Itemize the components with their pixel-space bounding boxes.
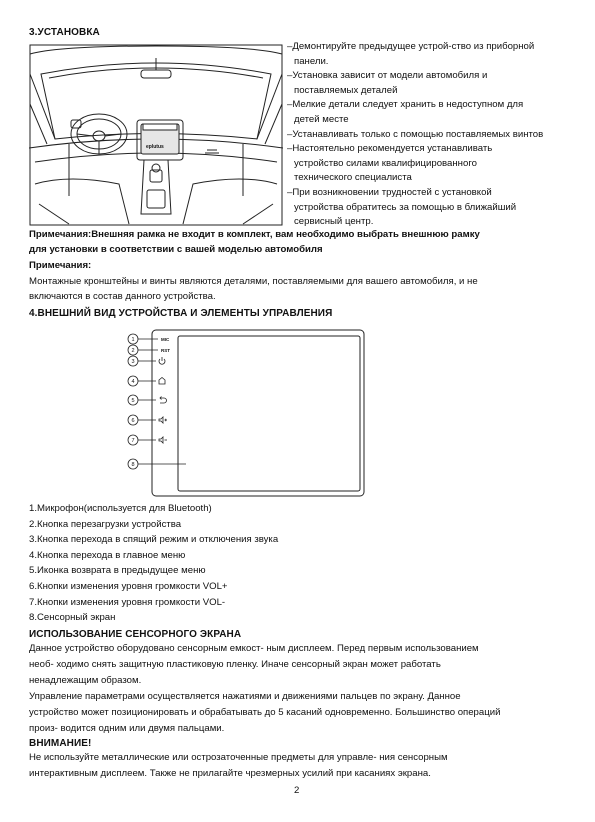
list-item: 6.Кнопки изменения уровня громкости VOL+ <box>29 580 228 592</box>
bullet-line: устройства обратитесь за помощью в ближайший <box>294 201 517 213</box>
bullet-line: –Установка зависит от модели автомобиля и <box>287 70 488 82</box>
bullet-line: панели. <box>294 55 329 67</box>
bullet-line: –При возникновении трудностей с установкой <box>287 186 492 198</box>
bullet-line: –Демонтируйте предыдущее устрой-ство из приборной <box>287 41 535 52</box>
list-item: 2.Кнопка перезагрузки устройства <box>29 518 182 530</box>
controls-list <box>29 501 278 626</box>
bullet-line: устройство силами квалифицированного <box>294 157 477 169</box>
callout-number: 5 <box>131 398 135 404</box>
touch-p2-line: произ- водится одним или двумя пальцами. <box>29 723 225 734</box>
callout-number: 1 <box>131 337 135 343</box>
bullet-line: сервисный центр. <box>294 216 374 228</box>
callout-number: 8 <box>131 462 135 468</box>
touch-heading: ИСПОЛЬЗОВАНИЕ СЕНСОРНОГО ЭКРАНА <box>29 629 242 640</box>
bullet-line: поставляемых деталей <box>294 84 398 96</box>
volume-down-icon <box>159 437 167 443</box>
back-icon <box>160 397 167 404</box>
bullet-line: –Устанавливать только с помощью поставляемых винтов <box>287 128 544 140</box>
volume-up-icon <box>159 417 167 423</box>
warning-heading: ВНИМАНИЕ! <box>29 738 92 749</box>
bullet-line: –Мелкие детали следует хранить в недоступном для <box>287 99 524 111</box>
home-icon <box>159 378 165 385</box>
list-item: 3.Кнопка перехода в спящий режим и отключения звука <box>29 534 279 546</box>
power-icon <box>159 357 165 364</box>
bullet-line: –Настоятельно рекомендуется устанавливать <box>287 143 493 155</box>
installation-bullet-list <box>287 40 587 230</box>
mic-label: MIC <box>161 337 170 342</box>
note-bold-line: для установки в соответствии с вашей моделью автомобиля <box>29 244 323 255</box>
note-bold-line: Примечания:Внешняя рамка не входит в комплект, вам необходимо выбрать внешнюю рамку <box>29 229 480 240</box>
touch-p2-line: Управление параметрами осуществляется нажатиями и движениями пальцев по экрану. Данное <box>29 691 461 702</box>
touch-p1-line: необ- ходимо снять защитную пластиковую пленку. Иначе сенсорный экран может работать <box>29 659 441 670</box>
device-diagram <box>120 328 370 500</box>
list-item: 4.Кнопка перехода в главное меню <box>29 549 186 561</box>
list-item: 8.Сенсорный экран <box>29 612 116 624</box>
section-3-heading: 3.УСТАНОВКА <box>29 27 100 38</box>
warning-line: интерактивным дисплеем. Также не прилагайте чрезмерных усилий при касаниях экрана. <box>29 768 431 779</box>
note2-line: включаются в состав данного устройства. <box>29 291 216 302</box>
car-interior-illustration <box>29 44 283 226</box>
list-item: 5.Иконка возврата в предыдущее меню <box>29 565 206 577</box>
bullet-line: технического специалиста <box>294 172 412 184</box>
rst-label: RST <box>161 348 170 353</box>
section-4-heading: 4.ВНЕШНИЙ ВИД УСТРОЙСТВА И ЭЛЕМЕНТЫ УПРАВЛЕНИЯ <box>29 308 333 319</box>
callout-number: 7 <box>131 438 135 444</box>
bullet-line: детей месте <box>294 113 349 125</box>
touch-p1-line: ненадлежащим образом. <box>29 675 142 686</box>
note2-line: Монтажные кронштейны и винты являются деталями, поставляемыми для вашего автомобиля, и не <box>29 276 478 287</box>
warning-line: Не используйте металлические или острозаточенные предметы для управле- ния сенсорным <box>29 752 448 763</box>
dash-screen-label: eplutus <box>146 144 164 150</box>
list-item: 1.Микрофон(используется для Bluetooth) <box>29 503 212 514</box>
callout-number: 4 <box>131 379 135 385</box>
callout-number: 2 <box>131 348 135 354</box>
callout-number: 6 <box>131 418 135 424</box>
touch-p1-line: Данное устройство оборудовано сенсорным емкост- ным дисплеем. Перед первым использованием <box>29 643 479 654</box>
callout-number: 3 <box>131 359 135 365</box>
page-number: 2 <box>294 785 300 796</box>
note2-title: Примечания: <box>29 260 92 271</box>
list-item: 7.Кнопки изменения уровня громкости VOL- <box>29 596 226 608</box>
touch-p2-line: устройство может позиционировать и обрабатывать до 5 касаний одновременно. Большинство операций <box>29 707 501 718</box>
